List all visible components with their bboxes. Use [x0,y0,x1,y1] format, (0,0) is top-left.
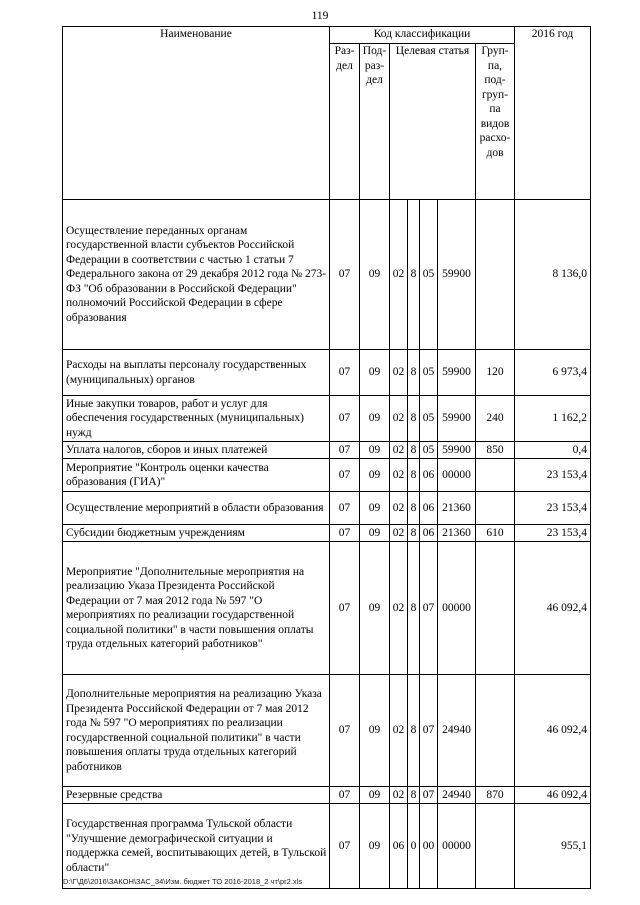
row-name: Уплата налогов, сборов и иных платежей [63,442,330,459]
row-target-event: 07 [420,675,438,787]
table-row [63,350,591,396]
row-target-direction: 21360 [438,525,476,542]
table-row [63,804,591,889]
row-expense-group [476,492,515,525]
row-amount: 23 153,4 [515,525,591,542]
row-subsection: 09 [360,804,390,889]
table-row [63,787,591,804]
row-amount: 8 136,0 [515,200,591,350]
table-row [63,442,591,459]
header-row-top [63,27,591,44]
table-body [63,200,591,889]
header-section: Раз- дел [330,44,360,200]
row-target-event: 00 [420,804,438,889]
file-path-footer: D:\Г\Д6\2016\ЗАКОН\ЗАС_34\Изм. бюджет ТО 2016-2018_2 чт\pr2.xls [63,877,303,886]
row-target-program: 02 [390,675,408,787]
row-expense-group: 240 [476,396,515,442]
row-subsection: 09 [360,787,390,804]
row-target-subprogram: 8 [408,200,420,350]
row-section: 07 [330,542,360,675]
row-target-subprogram: 8 [408,787,420,804]
table-row [63,200,591,350]
row-target-direction: 00000 [438,542,476,675]
row-subsection: 09 [360,542,390,675]
row-target-event: 05 [420,396,438,442]
row-target-direction: 59900 [438,442,476,459]
row-target-subprogram: 8 [408,542,420,675]
row-target-subprogram: 8 [408,492,420,525]
row-target-direction: 21360 [438,492,476,525]
row-expense-group: 850 [476,442,515,459]
row-expense-group [476,200,515,350]
row-target-direction: 24940 [438,675,476,787]
row-target-direction: 00000 [438,804,476,889]
row-section: 07 [330,442,360,459]
row-target-event: 06 [420,459,438,492]
row-target-program: 02 [390,442,408,459]
table-row [63,492,591,525]
row-target-program: 02 [390,200,408,350]
page-number: 119 [311,10,329,22]
row-subsection: 09 [360,675,390,787]
row-target-direction: 59900 [438,200,476,350]
row-name: Дополнительные мероприятия на реализацию Указа Президента Российской Федерации от 7 мая 2012 года № 597 "О мероприятиях по реализации государственной социальной политики" в части повышения оплаты труда отдельных категорий работников [63,675,330,787]
row-target-program: 06 [390,804,408,889]
header-year: 2016 год [515,27,591,200]
row-target-program: 02 [390,492,408,525]
row-section: 07 [330,804,360,889]
row-target-event: 07 [420,542,438,675]
row-target-event: 06 [420,492,438,525]
row-target-program: 02 [390,350,408,396]
row-expense-group [476,542,515,675]
row-subsection: 09 [360,396,390,442]
row-expense-group: 610 [476,525,515,542]
table-row [63,525,591,542]
row-amount: 23 153,4 [515,492,591,525]
table-row [63,675,591,787]
row-section: 07 [330,525,360,542]
header-subsection: Под- раз- дел [360,44,390,200]
row-subsection: 09 [360,350,390,396]
row-subsection: 09 [360,459,390,492]
row-target-direction: 59900 [438,350,476,396]
row-target-event: 06 [420,525,438,542]
row-section: 07 [330,396,360,442]
row-amount: 6 973,4 [515,350,591,396]
row-target-subprogram: 8 [408,675,420,787]
row-target-event: 05 [420,442,438,459]
row-target-subprogram: 8 [408,525,420,542]
row-section: 07 [330,350,360,396]
row-expense-group [476,675,515,787]
header-classification-code: Код классификации [330,27,515,44]
row-target-subprogram: 0 [408,804,420,889]
row-name: Резервные средства [63,787,330,804]
row-expense-group [476,804,515,889]
row-target-direction: 00000 [438,459,476,492]
row-target-subprogram: 8 [408,396,420,442]
row-amount: 46 092,4 [515,542,591,675]
row-target-subprogram: 8 [408,442,420,459]
row-name: Мероприятие "Дополнительные мероприятия на реализацию Указа Президента Российской Федерации от 7 мая 2012 года № 597 "О мероприятиях по реализации государственной социальной политики" в части повышения оплаты труда отдельных категорий работников" [63,542,330,675]
row-expense-group [476,459,515,492]
row-subsection: 09 [360,442,390,459]
row-name: Государственная программа Тульской области "Улучшение демографической ситуации и поддержка семей, воспитывающих детей, в Тульской области" [63,804,330,889]
row-name: Осуществление мероприятий в области образования [63,492,330,525]
row-expense-group: 870 [476,787,515,804]
row-section: 07 [330,200,360,350]
table-row [63,396,591,442]
row-name: Субсидии бюджетным учреждениям [63,525,330,542]
table-row [63,542,591,675]
row-target-event: 05 [420,350,438,396]
row-amount: 0,4 [515,442,591,459]
budget-table [62,26,591,889]
row-section: 07 [330,675,360,787]
table-row [63,459,591,492]
row-name: Осуществление переданных органам государственной власти субъектов Российской Федерации в соответствии с частью 1 статьи 7 Федерального закона от 29 декабря 2012 года № 273-ФЗ "Об образовании в Российской Федерации" полномочий Российской Федерации в сфере образования [63,200,330,350]
row-name: Расходы на выплаты персоналу государственных (муниципальных) органов [63,350,330,396]
row-target-subprogram: 8 [408,350,420,396]
row-amount: 1 162,2 [515,396,591,442]
row-target-direction: 24940 [438,787,476,804]
row-target-program: 02 [390,787,408,804]
row-target-program: 02 [390,525,408,542]
row-subsection: 09 [360,200,390,350]
row-subsection: 09 [360,492,390,525]
row-target-program: 02 [390,542,408,675]
row-name: Иные закупки товаров, работ и услуг для обеспечения государственных (муниципальных) нужд [63,396,330,442]
row-target-direction: 59900 [438,396,476,442]
row-target-program: 02 [390,459,408,492]
row-amount: 23 153,4 [515,459,591,492]
row-expense-group: 120 [476,350,515,396]
row-target-subprogram: 8 [408,459,420,492]
row-amount: 46 092,4 [515,675,591,787]
header-name: Наименование [63,27,330,200]
row-amount: 955,1 [515,804,591,889]
row-target-event: 07 [420,787,438,804]
header-target-item: Целевая статья [390,44,476,200]
row-section: 07 [330,492,360,525]
header-expense-group: Груп- па, под- груп- па видов расхо- дов [476,44,515,200]
row-target-program: 02 [390,396,408,442]
row-name: Мероприятие "Контроль оценки качества образования (ГИА)" [63,459,330,492]
row-amount: 46 092,4 [515,787,591,804]
row-target-event: 05 [420,200,438,350]
row-section: 07 [330,787,360,804]
row-section: 07 [330,459,360,492]
row-subsection: 09 [360,525,390,542]
